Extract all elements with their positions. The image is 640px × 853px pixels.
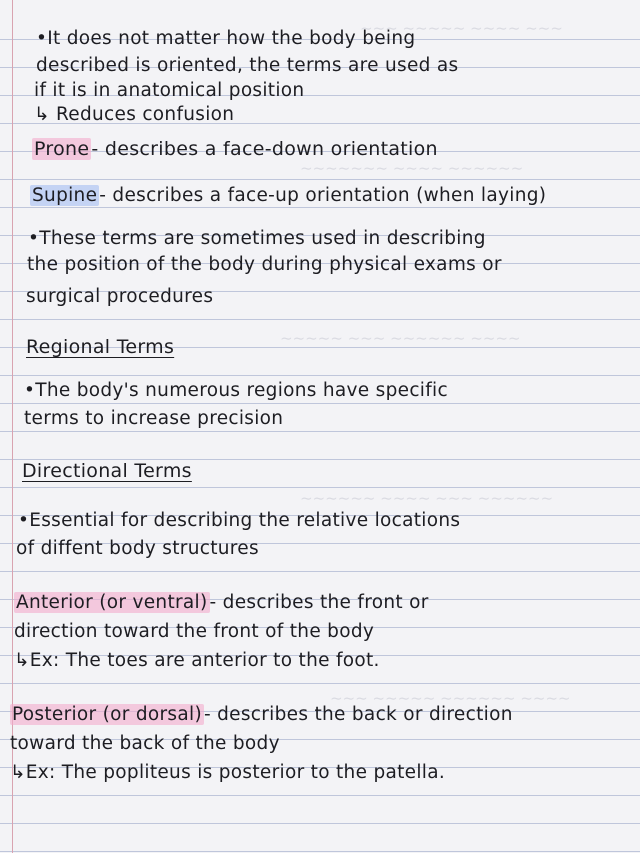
note-line: ↳Ex: The toes are anterior to the foot. xyxy=(14,650,380,671)
note-line: •It does not matter how the body being xyxy=(36,28,416,49)
anterior-term: Anterior (or ventral) xyxy=(16,592,208,613)
prone-term: Prone xyxy=(34,138,90,160)
note-line: ↳Ex: The popliteus is posterior to the patella. xyxy=(10,762,446,783)
anterior-description: - describes the front or xyxy=(209,592,429,613)
note-line: •The body's numerous regions have specific xyxy=(24,380,448,401)
note-line: ↳ Reduces confusion xyxy=(34,104,235,125)
prone-description: - describes a face-down orientation xyxy=(91,138,438,160)
directional-terms-heading: Directional Terms xyxy=(22,460,192,482)
note-line: surgical procedures xyxy=(26,286,214,307)
supine-definition xyxy=(30,185,546,206)
bleed-through-text: ~~~~~~ ~~~~ ~~~~~~~ xyxy=(300,160,524,178)
supine-term: Supine xyxy=(32,185,98,206)
note-line: described is oriented, the terms are used as xyxy=(36,55,459,76)
supine-description: - describes a face-up orientation (when laying) xyxy=(99,185,547,206)
note-line: •These terms are sometimes used in describing xyxy=(28,228,486,249)
bleed-through-text: ~~~~ ~~~~~~ ~~~ ~~~~~ xyxy=(280,330,521,348)
note-line: of diffent body structures xyxy=(16,538,259,559)
posterior-description: - describes the back or direction xyxy=(203,704,513,725)
prone-definition xyxy=(32,138,438,160)
note-line: the position of the body during physical exams or xyxy=(27,254,502,275)
note-line: direction toward the front of the body xyxy=(14,621,375,642)
anterior-definition xyxy=(14,592,429,613)
posterior-definition xyxy=(10,704,513,725)
regional-terms-heading: Regional Terms xyxy=(26,336,175,358)
note-line: •Essential for describing the relative locations xyxy=(18,510,461,531)
margin-line xyxy=(12,0,13,853)
note-line: terms to increase precision xyxy=(24,408,284,429)
posterior-term: Posterior (or dorsal) xyxy=(12,704,202,725)
bleed-through-text: ~~~~ ~~~~~~ ~~~~~ ~~~ xyxy=(330,690,571,708)
note-line: if it is in anatomical position xyxy=(34,80,305,101)
note-line: toward the back of the body xyxy=(10,733,280,754)
bleed-through-text: ~~~ ~~~~ ~~~~~ ~~~ xyxy=(360,20,563,38)
bleed-through-text: ~~~~~~ ~~~ ~~~~ ~~~~~~ xyxy=(300,490,554,508)
